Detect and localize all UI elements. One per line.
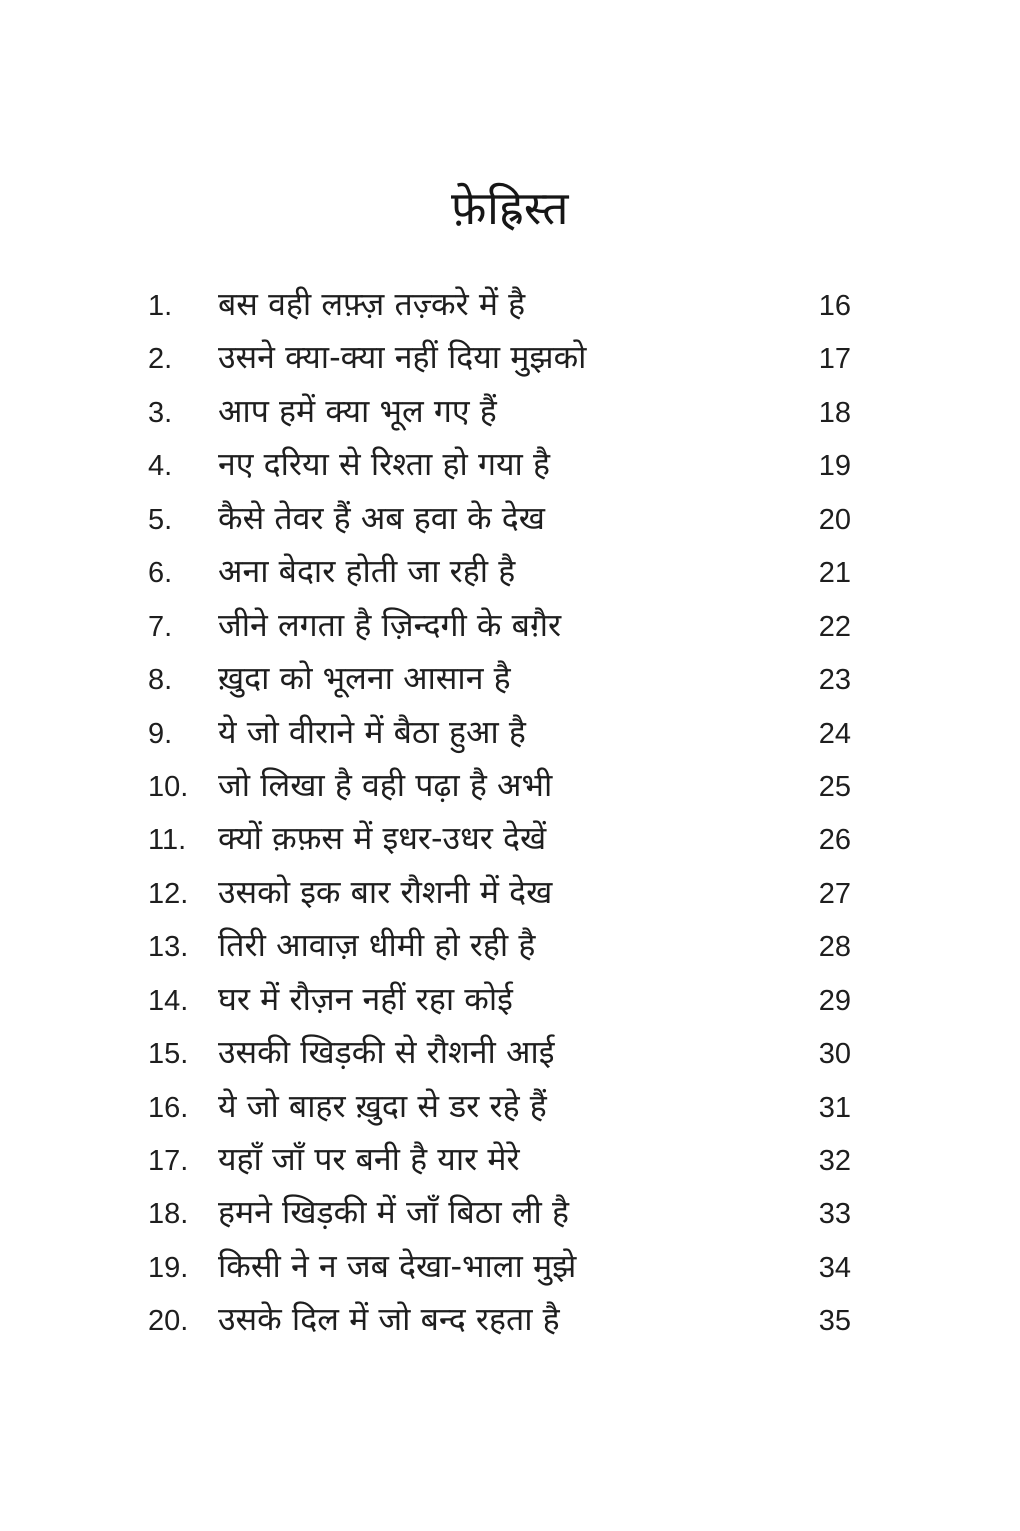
toc-entry-number: 8. — [148, 664, 173, 697]
toc-entry-page: 21 — [818, 557, 851, 590]
toc-entry-page: 28 — [818, 931, 851, 964]
toc-entry-page: 32 — [818, 1145, 851, 1177]
page-title: फ़ेह्रिस्त — [451, 181, 569, 235]
toc-entry-number: 14. — [148, 984, 189, 1017]
toc-entry-number: 17. — [148, 1145, 189, 1177]
toc-entry-row — [148, 1246, 851, 1302]
toc-entry-page: 20 — [818, 503, 851, 536]
toc-entry-number: 6. — [148, 557, 173, 590]
toc-entry-title: ये जो वीराने में बैठा हुआ है — [218, 712, 526, 751]
toc-entry-number: 1. — [148, 290, 173, 322]
toc-entry-page: 18 — [818, 396, 851, 429]
toc-entry-row — [148, 928, 851, 981]
toc-entry-title: बस वही लफ़्ज़ तज़्करे में है — [218, 285, 526, 323]
toc-entry-page: 25 — [818, 770, 851, 803]
toc-entry-title: उसके दिल में जो बन्द रहता है — [218, 1300, 560, 1339]
toc-entry-row — [148, 712, 851, 768]
toc-entry-page: 33 — [818, 1198, 851, 1231]
toc-entry-page: 30 — [818, 1038, 851, 1071]
toc-entry-number: 5. — [148, 503, 173, 536]
toc-entry-title: ये जो बाहर ख़ुदा से डर रहे हैं — [218, 1086, 547, 1125]
toc-entry-number: 7. — [148, 610, 173, 643]
toc-entry-row — [148, 605, 851, 661]
toc-entry-title: आप हमें क्या भूल गए हैं — [218, 391, 497, 430]
toc-entry-row — [148, 1035, 851, 1088]
toc-entry-row — [148, 821, 851, 874]
toc-entry-row — [148, 979, 851, 1035]
toc-entry-row — [148, 287, 851, 340]
toc-entry-row — [148, 872, 851, 928]
toc-entry-number: 12. — [148, 877, 189, 910]
toc-entry-page: 17 — [818, 343, 851, 376]
toc-entry-page: 22 — [818, 610, 851, 643]
toc-entry-number: 4. — [148, 450, 173, 483]
toc-entry-row — [148, 1195, 851, 1248]
toc-entry-row — [148, 554, 851, 607]
toc-entry-page: 35 — [818, 1305, 851, 1338]
toc-entry-row — [148, 391, 851, 447]
toc-entry-page: 24 — [818, 717, 851, 750]
toc-entry-number: 13. — [148, 931, 189, 964]
toc-entry-page: 23 — [818, 664, 851, 697]
toc-entry-title: किसी ने न जब देखा-भाला मुझे — [218, 1246, 577, 1285]
toc-list — [148, 287, 851, 1356]
toc-entry-title: उसको इक बार रौशनी में देख — [218, 872, 553, 911]
toc-entry-row — [148, 765, 851, 821]
toc-entry-number: 16. — [148, 1091, 189, 1124]
toc-entry-row — [148, 447, 851, 500]
toc-entry-number: 20. — [148, 1305, 189, 1338]
toc-entry-page: 19 — [818, 450, 851, 483]
toc-entry-title: उसकी खिड़की से रौशनी आई — [218, 1033, 555, 1072]
toc-entry-row — [148, 498, 851, 554]
toc-entry-title: कैसे तेवर हैं अब हवा के देख — [218, 498, 545, 537]
toc-entry-row — [148, 1142, 851, 1195]
toc-entry-page: 16 — [818, 290, 851, 322]
toc-entry-page: 29 — [818, 984, 851, 1017]
toc-entry-title: जीने लगता है ज़िन्दगी के बग़ैर — [218, 605, 562, 644]
toc-entry-title: अना बेदार होती जा रही है — [218, 552, 516, 591]
toc-entry-number: 2. — [148, 343, 173, 376]
toc-entry-title: यहाँ जाँ पर बनी है यार मेरे — [218, 1140, 520, 1178]
toc-entry-number: 3. — [148, 396, 173, 429]
toc-entry-row — [148, 1302, 851, 1355]
toc-entry-number: 18. — [148, 1198, 189, 1231]
toc-entry-row — [148, 340, 851, 393]
toc-entry-title: जो लिखा है वही पढ़ा है अभी — [218, 765, 553, 804]
toc-entry-title: क्यों क़फ़स में इधर-उधर देखें — [218, 819, 547, 858]
toc-entry-page: 31 — [818, 1091, 851, 1124]
toc-entry-title: तिरी आवाज़ धीमी हो रही है — [218, 926, 536, 965]
toc-entry-number: 9. — [148, 717, 173, 750]
toc-entry-number: 15. — [148, 1038, 189, 1071]
toc-entry-title: उसने क्या-क्या नहीं दिया मुझको — [218, 338, 587, 377]
toc-entry-title: हमने खिड़की में जाँ बिठा ली है — [218, 1193, 569, 1232]
toc-entry-number: 10. — [148, 770, 189, 803]
toc-entry-title: घर में रौज़न नहीं रहा कोई — [218, 979, 513, 1018]
toc-entry-row — [148, 1086, 851, 1142]
toc-entry-title: नए दरिया से रिश्ता हो गया है — [218, 445, 550, 484]
toc-entry-number: 11. — [148, 824, 187, 857]
toc-entry-title: ख़ुदा को भूलना आसान है — [218, 659, 511, 698]
toc-entry-page: 27 — [818, 877, 851, 910]
toc-entry-number: 19. — [148, 1251, 189, 1284]
toc-entry-page: 26 — [818, 824, 851, 857]
toc-entry-page: 34 — [818, 1251, 851, 1284]
toc-entry-row — [148, 661, 851, 714]
